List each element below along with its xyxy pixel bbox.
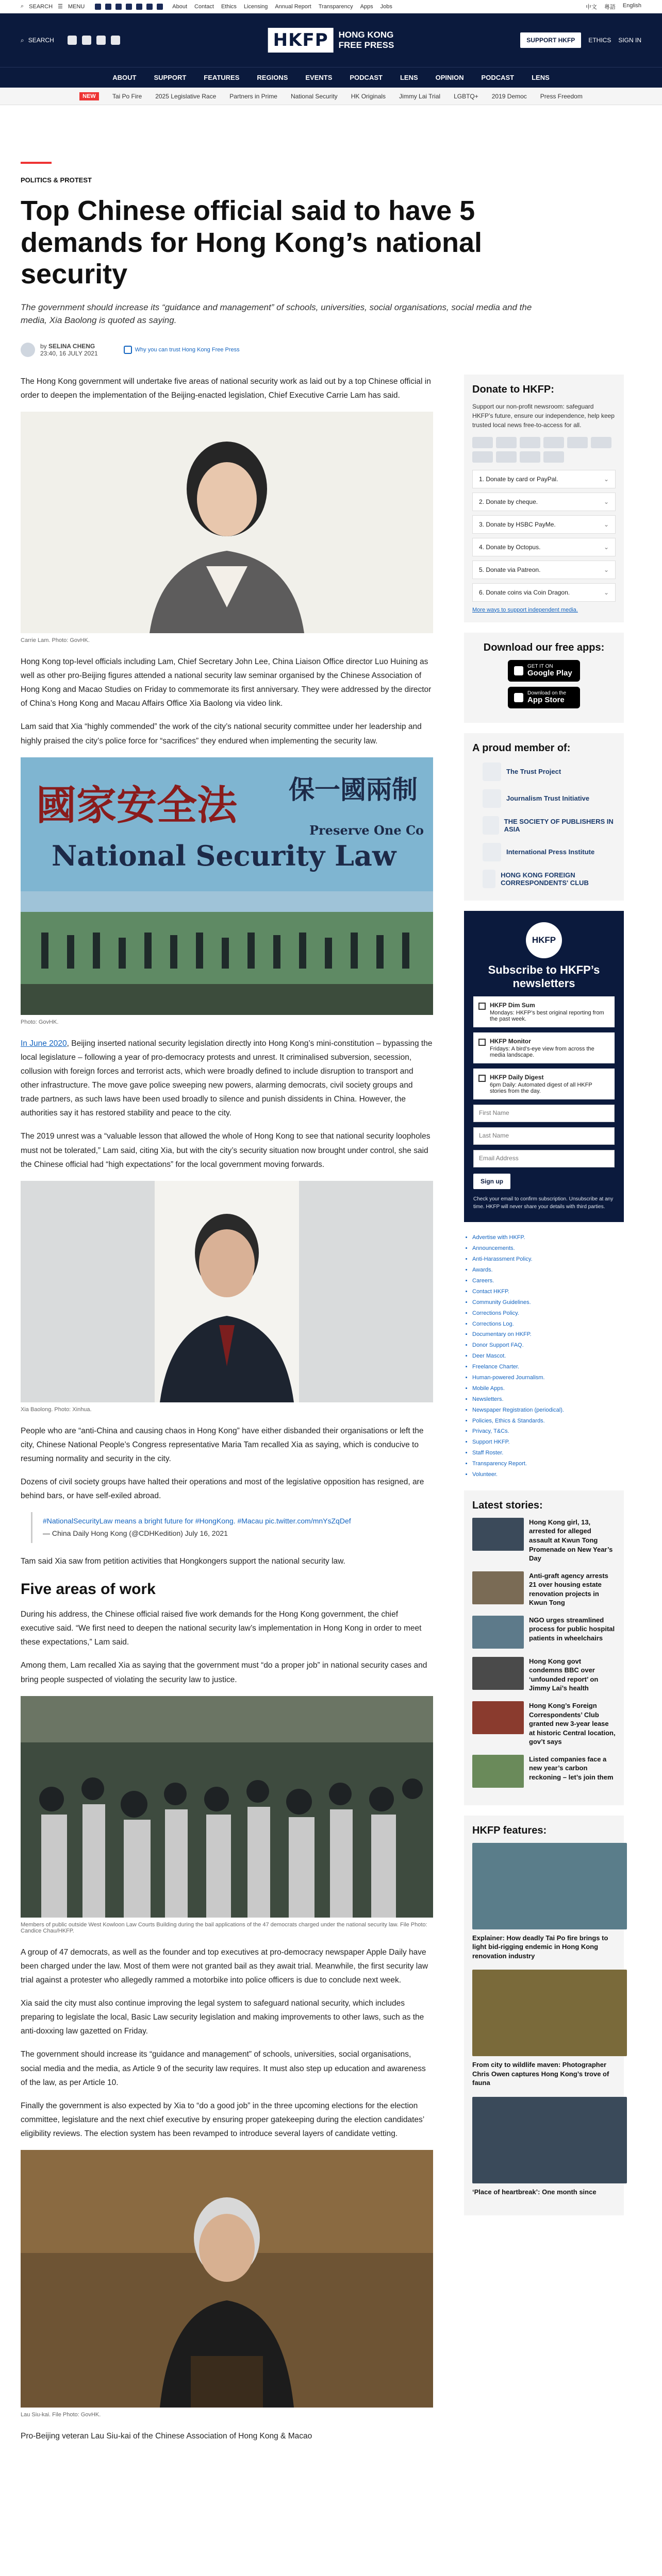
- site-links: [464, 1232, 624, 1480]
- paragraph: Among them, Lam recalled Xia as saying that the government must “do a proper job” in national security cases and bring people suspected of violating the security law to justice.: [21, 1661, 427, 1684]
- site-link[interactable]: • Documentary on HKFP.: [472, 1329, 624, 1340]
- features-widget: [464, 1816, 624, 2215]
- paragraph: Lam said that Xia “highly commended” the work of the city’s national security committee under her leadership and highly praised the city’s police force for “sacrifices” they endured when implementing the security law.: [21, 722, 422, 745]
- site-link[interactable]: • Corrections Log.: [472, 1319, 624, 1330]
- instagram-icon[interactable]: [115, 4, 122, 10]
- support-hkfp-button[interactable]: SUPPORT HKFP: [520, 32, 581, 48]
- article-wrapper: [21, 162, 641, 2452]
- newsletter-desc: Mondays: HKFP’s best original reporting from the past week.: [490, 1010, 604, 1023]
- banner-chinese-2: 保一國兩制: [289, 774, 418, 805]
- author-name[interactable]: SELINA CHENG: [48, 342, 95, 350]
- feature-image: [472, 1843, 627, 1929]
- top-social-icons: [95, 4, 163, 10]
- trust-icon: [124, 346, 132, 354]
- ipi-logo: [483, 843, 501, 861]
- latest-story[interactable]: [472, 1701, 616, 1747]
- photo-caption: Lau Siu-kai. File Photo: GovHK.: [21, 2412, 101, 2418]
- nav-support[interactable]: SUPPORT: [154, 74, 187, 81]
- site-link[interactable]: • Announcements.: [472, 1243, 624, 1254]
- logo-line-1: HONG KONG: [338, 30, 394, 40]
- story-thumbnail: [472, 1701, 524, 1734]
- paragraph: Dozens of civil society groups have halted their operations and most of the legislative opposition has resigned, are behind bars, or have self-exiled abroad.: [21, 1478, 424, 1501]
- gplay-top: GET IT ON: [527, 663, 553, 669]
- site-link[interactable]: • Anti-Harassment Policy.: [472, 1254, 624, 1265]
- top-link-annual-report[interactable]: Annual Report: [275, 3, 311, 10]
- features-title: HKFP features:: [472, 1824, 547, 1836]
- trust-label: Why you can trust Hong Kong Free Press: [135, 346, 240, 353]
- banner-chinese: 國家安全法: [36, 782, 238, 829]
- top-link-jobs[interactable]: Jobs: [380, 3, 392, 10]
- payme-icon: [567, 437, 588, 448]
- trending-national-security[interactable]: National Security: [290, 92, 338, 100]
- paragraph: The 2019 unrest was a “valuable lesson that allowed the whole of Hong Kong to see that national security loopholes must not be tolerated,” Lam said, citing Xia, but with the city’s security situation now brought under control, she said the Chinese official had “high expectations” for the local government moving forwards.: [21, 1132, 431, 1169]
- newsletter-option-dim-sum[interactable]: [473, 996, 615, 1027]
- email-icon[interactable]: [157, 4, 163, 10]
- logo-mark: HKFP: [268, 28, 334, 53]
- lau-siu-kai-photo: [21, 2150, 433, 2408]
- newsletter-widget: [464, 911, 624, 1223]
- nav-opinion[interactable]: OPINION: [435, 74, 464, 81]
- newsletter-option-daily-digest[interactable]: [473, 1069, 615, 1099]
- byline-by: by: [40, 342, 47, 350]
- top-link-contact[interactable]: Contact: [194, 3, 214, 10]
- donate-card-paypal[interactable]: [472, 470, 616, 488]
- patreon-icon: [496, 451, 517, 463]
- paragraph: Hong Kong top-level officials including Lam, Chief Secretary John Lee, China Liaison Office director Luo Huining as well as other pro-Beijing figures attended a national security law seminar organised by the Chinese Association of Hong Kong and Macao Studies on Friday to commemorate its first anniversary. They were addressed by the director of China’s Hong Kong and Macau Affairs Office Xia Baolong via video link.: [21, 657, 432, 708]
- story-title: Anti-graft agency arrests 21 over housing estate renovation projects in Kwun Tong: [529, 1571, 608, 1607]
- donate-option-label: 2. Donate by cheque.: [479, 498, 538, 505]
- checkbox[interactable]: [478, 1003, 486, 1010]
- newsletter-note: Check your email to confirm subscription. Unsubscribe at any time. HKFP will never share your details with third parties.: [473, 1196, 614, 1210]
- article-category[interactable]: POLITICS & PROTEST: [21, 176, 92, 184]
- site-link[interactable]: • Donor Support FAQ.: [472, 1340, 624, 1351]
- site-link[interactable]: • Volunteer.: [472, 1469, 624, 1480]
- chevron-down-icon: ⌄: [603, 543, 609, 551]
- member-label: THE SOCIETY OF PUBLISHERS IN ASIA: [504, 817, 614, 833]
- youtube-icon[interactable]: [136, 4, 142, 10]
- story-title: Listed companies face a new year’s carbon reckoning – let’s join them: [529, 1755, 614, 1781]
- sidebar: [464, 375, 624, 2453]
- latest-story[interactable]: [472, 1616, 616, 1649]
- accent-line: [21, 162, 52, 164]
- photo-caption: Carrie Lam. Photo: GovHK.: [21, 637, 90, 643]
- story-thumbnail: [472, 1518, 524, 1551]
- site-link[interactable]: • Advertise with HKFP.: [472, 1232, 624, 1243]
- lang-chinese[interactable]: 中文: [585, 4, 597, 10]
- google-play-icon: [514, 666, 523, 675]
- member-title: A proud member of:: [472, 742, 571, 754]
- feature-title: Explainer: How deadly Tai Po fire brings to light bid-rigging endemic in Hong Kong renovation industry: [472, 1934, 608, 1960]
- member-jti[interactable]: [483, 789, 616, 808]
- top-link-ethics[interactable]: Ethics: [221, 3, 237, 10]
- paypal-icon: [520, 437, 540, 448]
- donate-option-label: 1. Donate by card or PayPal.: [479, 475, 558, 483]
- new-badge: NEW: [79, 92, 99, 100]
- site-link[interactable]: • Policies, Ethics & Standards.: [472, 1416, 624, 1427]
- paragraph-text: , Beijing inserted national security legislation directly into Hong Kong’s mini-constitution – bypassing the local legislature – following a year of pro-democracy protests and unrest. It criminalised subversion, secession, collusion with foreign forces and terrorist acts, which were broadly defined to include disruption to transport and other infrastructure. The move gave police sweeping new powers, alarming democrats, civil society groups and trade partners, as such laws have been used broadly to silence and punish dissidents in China. However, the authorities say it has restored stability and peace to the city.: [21, 1039, 433, 1118]
- author-avatar: [21, 343, 35, 357]
- masthead-search[interactable]: SEARCH: [28, 37, 54, 44]
- apple-icon: [514, 693, 523, 702]
- story-thumbnail: [472, 1657, 524, 1690]
- latest-stories-widget: [464, 1490, 624, 1805]
- paragraph: Xia said the city must also continue improving the legal system to safeguard national security, which includes preparing to legislate the local, Basic Law security legislation and making improvements to other laws, such as the anti-doxxing law gazetted on Friday.: [21, 1999, 424, 2036]
- article-body: [21, 375, 433, 2453]
- search-icon[interactable]: ⌕: [21, 3, 24, 9]
- newsletter-title: Subscribe to HKFP’s newsletters: [488, 963, 600, 990]
- site-link[interactable]: • Deer Mascot.: [472, 1351, 624, 1362]
- x-icon[interactable]: [105, 4, 111, 10]
- member-trust-project[interactable]: [483, 762, 616, 781]
- carrie-lam-photo: [21, 412, 433, 633]
- donate-intro: Support our non-profit newsroom: safeguard HKFP’s future, ensure our independence, help keep trusted local news free-to-access for all.: [472, 402, 615, 429]
- coindragon-icon: [520, 451, 540, 463]
- nsl-banner-image: [21, 757, 433, 1015]
- donate-cheque[interactable]: [472, 493, 616, 511]
- chevron-down-icon: ⌄: [603, 475, 609, 483]
- instagram-icon[interactable]: [96, 36, 106, 45]
- jti-logo: [483, 789, 501, 808]
- member-ipi[interactable]: [483, 843, 616, 861]
- paragraph: [21, 1037, 433, 1121]
- in-june-2020-link[interactable]: In June 2020: [21, 1039, 67, 1048]
- photo-caption: Xia Baolong. Photo: Xinhua.: [21, 1406, 92, 1413]
- member-label: The Trust Project: [506, 768, 561, 776]
- paragraph: Tam said Xia saw from petition activities that Hongkongers support the national security law.: [21, 1556, 345, 1566]
- trending-hk-originals[interactable]: HK Originals: [351, 92, 386, 100]
- site-link[interactable]: • Transparency Report.: [472, 1459, 624, 1469]
- lau-siu-kai-image: [21, 2150, 433, 2408]
- x-icon[interactable]: [82, 36, 91, 45]
- fcc-logo: [483, 870, 495, 888]
- hkfp-logo[interactable]: [268, 28, 394, 53]
- chevron-down-icon: ⌄: [603, 566, 609, 573]
- byline: [21, 343, 641, 357]
- youtube-icon[interactable]: [111, 36, 120, 45]
- paragraph: Finally the government is also expected by Xia to “do a good job” in the three upcoming elections for the election committee, legislature and the next chief executive by ensuring proper gatekeeping during the election candidates’ eligibility reviews. The election system has been revamped to introduce several layers of candidate vetting.: [21, 2101, 424, 2139]
- nav-lens[interactable]: LENS: [400, 74, 418, 81]
- sign-in-link[interactable]: SIGN IN: [618, 37, 641, 44]
- site-link[interactable]: • Mobile Apps.: [472, 1383, 624, 1394]
- donate-options: [472, 470, 616, 602]
- fps-icon: [543, 451, 564, 463]
- site-link[interactable]: • Newspaper Registration (periodical).: [472, 1405, 624, 1416]
- trust-link[interactable]: [124, 346, 240, 354]
- story-thumbnail: [472, 1755, 524, 1788]
- top-menu-link[interactable]: MENU: [68, 3, 85, 10]
- logo-text: [339, 30, 394, 50]
- feature-title: From city to wildlife maven: Photographer Chris Owen captures Hong Kong’s trove of fauna: [472, 2061, 609, 2087]
- newsletter-desc: 6pm Daily: Automated digest of all HKFP stories from the day.: [490, 1082, 592, 1095]
- donate-payme[interactable]: [472, 515, 616, 534]
- newsletter-name: HKFP Dim Sum: [490, 1002, 535, 1009]
- gplay-label: Google Play: [527, 668, 572, 677]
- newsletter-option-monitor[interactable]: [473, 1032, 615, 1063]
- member-label: HONG KONG FOREIGN CORRESPONDENTS' CLUB: [501, 871, 589, 887]
- nav-events[interactable]: EVENTS: [305, 74, 333, 81]
- carrie-lam-image: [21, 412, 433, 633]
- site-link[interactable]: • Support HKFP.: [472, 1437, 624, 1448]
- member-label: Journalism Trust Initiative: [506, 794, 590, 803]
- story-title: Hong Kong’s Foreign Correspondents’ Club granted new 3-year lease at historic Central location, gov’t says: [529, 1702, 616, 1746]
- embedded-tweet[interactable]: [31, 1512, 433, 1543]
- feature-image: [472, 2097, 627, 2183]
- nsl-banner-photo: [21, 757, 433, 1015]
- section-heading: Five areas of work: [21, 1581, 156, 1598]
- site-link[interactable]: • Careers.: [472, 1276, 624, 1286]
- checkbox[interactable]: [478, 1039, 486, 1046]
- photo-caption: Members of public outside West Kowloon Law Courts Building during the bail applications of the 47 democrats charged under the national security law. File Photo: Candice Chau/HKFP.: [21, 1921, 427, 1934]
- search-icon[interactable]: ⌕: [21, 36, 24, 44]
- site-link[interactable]: • Freelance Charter.: [472, 1362, 624, 1372]
- member-sopa[interactable]: [483, 816, 616, 835]
- payment-badges: [472, 437, 616, 463]
- tweet-author: — China Daily Hong Kong (@CDHKedition) July 16, 2021: [43, 1529, 228, 1538]
- trending-tai-po-fire[interactable]: Tai Po Fire: [112, 92, 142, 100]
- photo-caption: Photo: GovHK.: [21, 1019, 59, 1025]
- nav-podcast-2[interactable]: PODCAST: [481, 74, 515, 81]
- paragraph: The government should increase its “guidance and management” of schools, universities, social organisations, social media and the media, as Article 9 of the security law requires. It must also step up education and awareness of the law, as per Article 10.: [21, 2050, 426, 2087]
- xia-baolong-image: [21, 1181, 433, 1402]
- sign-up-button[interactable]: Sign up: [473, 1174, 510, 1189]
- unionpay-icon: [472, 451, 493, 463]
- last-name-field[interactable]: Last Name: [473, 1127, 615, 1145]
- banner-english: National Security Law: [52, 839, 396, 872]
- feature-title: ‘Place of heartbreak’: One month since: [472, 2188, 597, 2196]
- site-link[interactable]: • Privacy, T&Cs.: [472, 1426, 624, 1437]
- main-nav: [0, 67, 662, 88]
- top-link-apps[interactable]: Apps: [360, 3, 373, 10]
- trending-lgbtq[interactable]: LGBTQ+: [454, 92, 478, 100]
- article-title: Top Chinese official said to have 5 demands for Hong Kong’s national security: [21, 195, 483, 290]
- apps-title: Download our free apps:: [483, 641, 605, 653]
- donate-option-label: 5. Donate via Patreon.: [479, 566, 541, 573]
- site-link[interactable]: • Contact HKFP.: [472, 1286, 624, 1297]
- logo-line-2: FREE PRESS: [338, 40, 394, 50]
- court-crowd-photo: [21, 1696, 433, 1918]
- newsletter-name: HKFP Monitor: [490, 1038, 531, 1045]
- story-title: NGO urges streamlined process for public hospital patients in wheelchairs: [529, 1616, 615, 1642]
- member-fcc[interactable]: [483, 870, 616, 888]
- app-store-button[interactable]: [508, 687, 580, 708]
- donate-option-label: 3. Donate by HSBC PayMe.: [479, 520, 556, 528]
- newsletter-name: HKFP Daily Digest: [490, 1074, 544, 1081]
- site-link[interactable]: • Community Guidelines.: [472, 1297, 624, 1308]
- trust-project-logo: [483, 762, 501, 781]
- trending-press-freedom[interactable]: Press Freedom: [540, 92, 583, 100]
- first-name-field[interactable]: First Name: [473, 1105, 615, 1122]
- story-thumbnail: [472, 1616, 524, 1649]
- donate-widget: [464, 375, 624, 622]
- nav-features[interactable]: FEATURES: [204, 74, 240, 81]
- masthead-social-icons: [68, 36, 120, 45]
- top-link-about[interactable]: About: [172, 3, 188, 10]
- feature-story[interactable]: [472, 1970, 616, 2088]
- appstore-label: App Store: [527, 695, 565, 704]
- member-label: International Press Institute: [506, 848, 595, 856]
- facebook-icon[interactable]: [68, 36, 77, 45]
- visa-icon: [496, 437, 517, 448]
- chevron-down-icon: ⌄: [603, 520, 609, 528]
- donate-octopus[interactable]: [472, 538, 616, 556]
- facebook-icon[interactable]: [95, 4, 101, 10]
- hamburger-icon[interactable]: ☰: [58, 4, 63, 10]
- xia-baolong-photo: [21, 1181, 433, 1402]
- apps-widget: [464, 633, 624, 723]
- feature-story[interactable]: [472, 1843, 616, 1961]
- story-title: Hong Kong govt condemns BBC over ‘unfounded report’ on Jimmy Lai’s health: [529, 1657, 599, 1692]
- donate-coin-dragon[interactable]: [472, 583, 616, 602]
- paragraph: People who are “anti-China and causing chaos in Hong Kong” have either disbanded their organisations or left the city, Chinese National People’s Congress representative Maria Tam recalled Xia as saying, which is conducive to resuming normality and security in the city.: [21, 1426, 424, 1464]
- octopus-icon: [591, 437, 611, 448]
- amex-icon: [543, 437, 564, 448]
- banner-english-2: Preserve One Co: [309, 822, 424, 838]
- more-ways-link[interactable]: More ways to support independent media.: [472, 606, 578, 613]
- donate-option-label: 6. Donate coins via Coin Dragon.: [479, 588, 570, 596]
- chevron-down-icon: ⌄: [603, 588, 609, 596]
- donate-option-label: 4. Donate by Octopus.: [479, 543, 541, 551]
- latest-story[interactable]: [472, 1518, 616, 1563]
- paragraph: During his address, the Chinese official raised five work demands for the Hong Kong government, the chief executive said. “We first need to deepen the national security law’s implementation in Hong Kong in order to meet these expectations,” Lam said.: [21, 1610, 422, 1647]
- latest-story[interactable]: [472, 1571, 616, 1607]
- story-title: Hong Kong girl, 13, arrested for alleged assault at Kwun Tong Promenade on New Year’s Day: [529, 1518, 613, 1563]
- nav-podcast[interactable]: PODCAST: [350, 74, 383, 81]
- paragraph: The Hong Kong government will undertake five areas of national security work as laid out by a top Chinese official in order to deepen the implementation of the Beijing-enacted legislation, Chief Executive Carrie Lam has said.: [21, 377, 431, 400]
- court-crowd-image: [21, 1696, 433, 1918]
- newsletter-badge: HKFP: [526, 922, 562, 958]
- tweet-text: #NationalSecurityLaw means a bright future for #HongKong. #Macau pic.twitter.com/mnYsZqDef: [43, 1517, 351, 1526]
- feature-image: [472, 1970, 627, 2056]
- trending-bar: [0, 88, 662, 105]
- site-link[interactable]: • Human-powered Journalism.: [472, 1372, 624, 1383]
- donate-title: Donate to HKFP:: [472, 383, 554, 395]
- trending-2019-democ[interactable]: 2019 Democ: [491, 92, 527, 100]
- latest-title: Latest stories:: [472, 1499, 543, 1511]
- site-link[interactable]: • Awards.: [472, 1265, 624, 1276]
- nav-lens-2[interactable]: LENS: [532, 74, 550, 81]
- appstore-top: Download on the: [527, 690, 567, 696]
- latest-story[interactable]: [472, 1657, 616, 1693]
- site-link[interactable]: • Staff Roster.: [472, 1448, 624, 1459]
- donate-patreon[interactable]: [472, 561, 616, 579]
- masthead: [0, 13, 662, 67]
- ethics-link[interactable]: ETHICS: [588, 37, 611, 44]
- linkedin-icon[interactable]: [146, 4, 153, 10]
- paragraph: A group of 47 democrats, as well as the founder and top executives at pro-democracy newspaper Apple Daily have been charged under the law. Most of them were not granted bail as they await trial. Meanwhile, the first security law trial against a protester who allegedly rammed a motorbike into police officers is due to conclude next week.: [21, 1947, 428, 1985]
- top-strip: [0, 0, 662, 13]
- trending-legislative-race[interactable]: 2025 Legislative Race: [155, 92, 217, 100]
- story-thumbnail: [472, 1571, 524, 1604]
- nav-about[interactable]: ABOUT: [112, 74, 137, 81]
- email-field[interactable]: Email Address: [473, 1150, 615, 1167]
- top-search-link[interactable]: SEARCH: [29, 3, 53, 10]
- latest-story[interactable]: [472, 1755, 616, 1788]
- threads-icon[interactable]: [126, 4, 132, 10]
- top-link-licensing[interactable]: Licensing: [243, 3, 268, 10]
- nav-regions[interactable]: REGIONS: [257, 74, 288, 81]
- mastercard-icon: [472, 437, 493, 448]
- lang-cantonese[interactable]: 粵語: [604, 4, 616, 10]
- site-link[interactable]: • Corrections Policy.: [472, 1308, 624, 1319]
- google-play-button[interactable]: [508, 660, 580, 682]
- sopa-logo: [483, 816, 499, 835]
- membership-widget: [464, 733, 624, 901]
- newsletter-desc: Fridays: A bird’s-eye view from across the media landscape.: [490, 1046, 594, 1059]
- trending-jimmy-lai[interactable]: Jimmy Lai Trial: [399, 92, 441, 100]
- lang-english[interactable]: English: [622, 2, 641, 9]
- trending-partners[interactable]: Partners in Prime: [229, 92, 277, 100]
- site-link[interactable]: • Newsletters.: [472, 1394, 624, 1405]
- checkbox[interactable]: [478, 1075, 486, 1082]
- article-subtitle: The government should increase its “guidance and management” of schools, universities, social organisations, social media and the media, Xia Baolong is quoted as saying.: [21, 302, 532, 326]
- chevron-down-icon: ⌄: [603, 498, 609, 505]
- feature-story[interactable]: [472, 2097, 616, 2197]
- publish-date: 23:40, 16 JULY 2021: [40, 349, 98, 357]
- paragraph: Pro-Beijing veteran Lau Siu-kai of the Chinese Association of Hong Kong & Macao: [21, 2432, 312, 2441]
- top-link-transparency[interactable]: Transparency: [318, 3, 353, 10]
